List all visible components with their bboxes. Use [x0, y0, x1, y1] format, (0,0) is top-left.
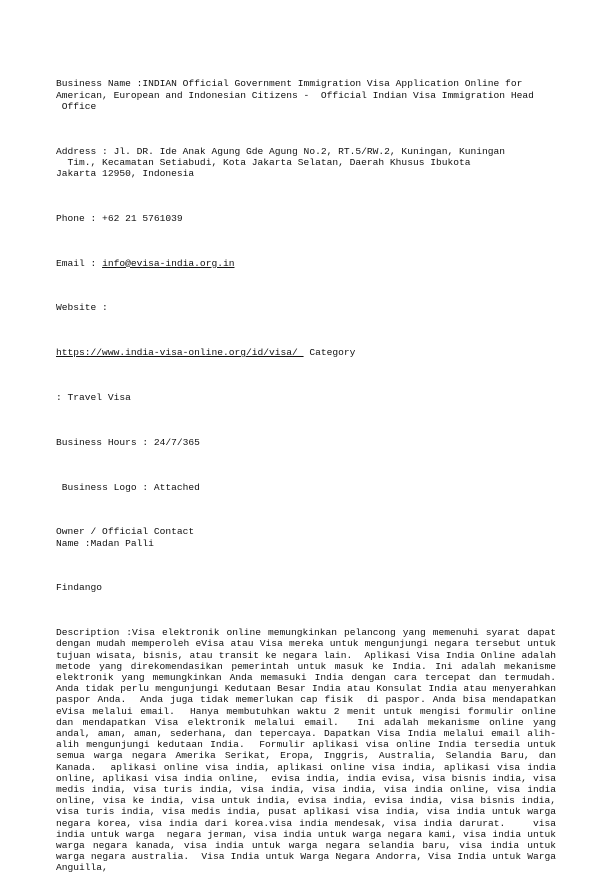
description: Description :Visa elektronik online memungkinkan pelancong yang memenuhi syarat dapat dengan mudah memperoleh eVisa atau Visa mereka untuk mengunjungi negara tersebut untuk tujuan wisata, bisnis, atau transit ke negara lain. Aplikasi Visa India Online adalah metode yang direkomendasikan pemerintah untuk masuk ke India. Ini adalah mekanisme elektronik yang memungkinkan Anda memasuki India dengan cara tercepat dan termudah. Anda tidak perlu mengunjungi Kedutaan Besar India atau Konsulat India atau menyerahkan paspor Anda. Anda juga tidak memerlukan cap fisik di paspor. Anda bisa mendapatkan eVisa melalui email. Hanya membutuhkan waktu 2 menit untuk mengisi formulir online dan mendapatkan Visa elektronik melalui email. Ini adalah mekanisme online yang andal, aman, aman, sederhana, dan tepercaya. Dapatkan Visa India melalui email alih-alih mengunjungi kedutaan India. Formulir aplikasi visa online India tersedia untuk semua warga negara Amerika Serikat, Eropa, Inggris, Australia, Selandia Baru, dan Kanada. aplikasi online visa india, aplikasi online visa india, aplikasi visa india online, aplikasi visa india online, evisa india, india evisa, visa bisnis india, visa medis india, visa turis india, visa india, visa india, visa india online, visa india online, visa ke india, visa untuk india, evisa india, evisa india, visa bisnis india, visa turis india, visa medis india, pusat aplikasi visa india, visa india untuk warga negara korea, visa india dari korea.visa india mendesak, visa india darurat. visa india untuk warga negara jerman, visa india untuk warga negara kami, visa india untuk warga negara kanada, visa india untuk warga negara selandia baru, visa india untuk warga negara australia. Visa India untuk Warga Negara Andorra, Visa India untuk Warga Anguilla,	[56, 627, 568, 874]
business-logo: Business Logo : Attached	[56, 481, 200, 493]
business-name: Business Name :INDIAN Official Government Immigration Visa Application Online for American, European and Indonesian Citizens - Official Indian Visa Immigration Head Office	[56, 78, 534, 112]
category-label: Category	[303, 347, 356, 359]
category: : Travel Visa	[56, 392, 131, 403]
address: Address : Jl. DR. Ide Anak Agung Gde Agung No.2, RT.5/RW.2, Kuningan, Kuningan Tim., Kecamatan Setiabudi, Kota Jakarta Selatan, Daerah Khusus Ibukota Jakarta 12950, Indonesia	[56, 145, 506, 180]
phone: Phone : +62 21 5761039	[56, 212, 183, 224]
email-label: Email :	[56, 257, 103, 269]
owner-contact: Owner / Official Contact Name :Madan Palli	[56, 526, 195, 549]
email-line	[56, 258, 556, 269]
website-label: Website :	[56, 302, 108, 314]
email-link[interactable]: info@evisa-india.org.in	[102, 257, 235, 269]
website-line	[56, 347, 556, 358]
findango: Findango	[56, 582, 103, 594]
business-hours: Business Hours : 24/7/365	[56, 436, 200, 448]
document-page	[56, 56, 568, 896]
website-link[interactable]: https://www.india-visa-online.org/id/visa/	[56, 347, 304, 359]
